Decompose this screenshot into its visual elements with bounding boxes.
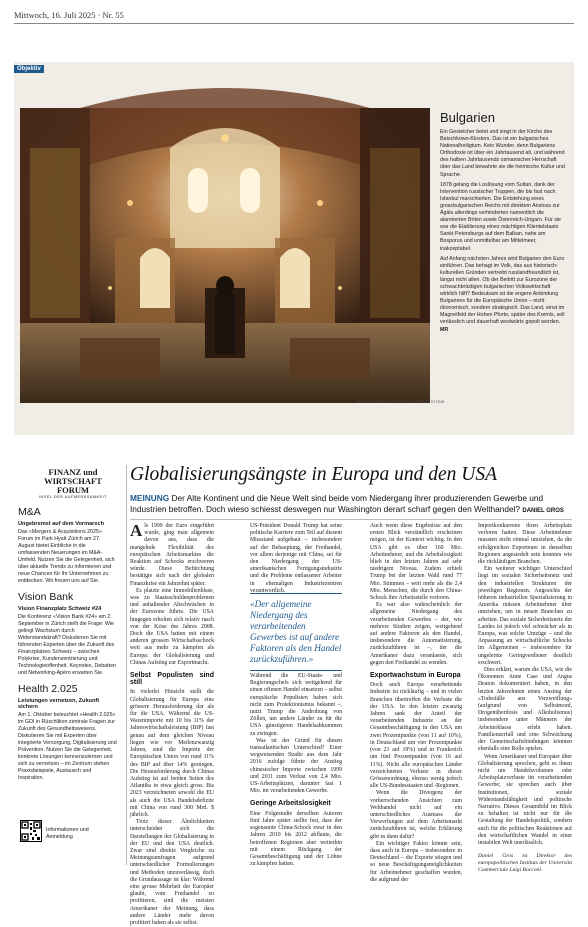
qr-code[interactable] bbox=[20, 820, 42, 842]
body-text: In vielerlei Hinsicht stellt die Globalisierung für Europa eine grössere Herausforderung dar als für die USA. Während die US-Warenimporte mit 10 bis 11% der Jahreswirtschaftsleistung (BIP) fast genau auf dem gleichen Niveau liegen wie vor Meilenzwanzig Jahren, sind die Importe der Europäischen Union von rund 11% des BIP auf über 14% gestiegen. Die Herausforderung durch Chinas Aufstieg ist auf beiden Seiten des Atlantiks in etwa gleich gross. Bis 2023 verzeichneten sowohl die EU als auch die USA Handelsdefizite mit China von rund 300 Mrd. $ jährlich. bbox=[130, 689, 214, 818]
qr-label-line: Anmeldung bbox=[46, 834, 73, 840]
event-title: Vision Bank bbox=[18, 591, 74, 603]
qr-label-line: Informationen und bbox=[46, 827, 89, 833]
photo-credit: BILD: VALENTINA PETROVA/AFP/KEYSTONE bbox=[358, 400, 445, 404]
body-text: Es war also wahrscheinlich der allgemeine Niedergang des verarbeitenden Gewerbes – der, wie mehrere Studien zeigen, weitgehend auf andere Faktoren als den Handel, insbesondere die Automatisierung, zurückzuführen ist –, der die Amerikaner dazu veranlasste, sich gegen den Freihandel zu wenden. bbox=[370, 602, 462, 666]
body-text: Wenn die Divergenz der vorherrschenden Ansichten zum Welthandel nicht auf ein unterschiedliches Ausmass der Verwerfungen auf dem Arbeitsmarkt zurückzuführen ist, welche Erklärung gibt es dann dafür? bbox=[370, 790, 462, 840]
qr-code-icon bbox=[21, 821, 41, 841]
caption-text: Auf Anfang nächsten Jahres wird Bulgarien den Euro einführen. Das behagt im Volk, das aus historisch-kulturellen Gründen vertreibt russlandfreundlich ist, längst nicht allen. Ob der Beitritt zur Eurozone der schwachbrüstigen bulgarischen Volkswirtschaft wirklich hilft? Bedeutsam ist die engere Anbindung Bulgariens für die Europäische Union – nicht ökonomisch, sondern strategisch. Das Land, einst im Magnetfeld der Hohen Pforte, später des Kremls, soll verlässlich und dauerhaft westwärts gepolt werden. bbox=[440, 255, 565, 326]
article-column-3 bbox=[370, 523, 462, 884]
lead-text: Der Alte Kontinent und die Neue Welt sind beide vom Niedergang ihrer produzierenden Gewerbe und Industrien betroffen. Doch wieso schiesst deswegen nur Washington derart scharf gegen den Welthandel? bbox=[130, 493, 544, 515]
caption-paragraph: Ein Gesteicher betet und singt in der Kirche des Batschkowo-Klosters. Das ist ein bulgarisches Nationalheiligtum. Kein Wunder, denn Bulgariens Orthodoxie ist über ein Jahrtausend alt, und während des halben Jahrtausends osmanischer Herrschaft über das Land bewahrte sie die heimische Kultur und Sprache. bbox=[440, 129, 565, 178]
article-body bbox=[130, 521, 572, 926]
date-line: Mittwoch, 16. Juli 2025 · Nr. 55 bbox=[14, 10, 124, 20]
subheading: Selbst Populisten sind still bbox=[130, 672, 214, 687]
byline: DANIEL GROS bbox=[522, 508, 564, 515]
body-text: Trotz dieser Ähnlichkeiten unterscheiden sich die Darstellungen der Globalisierung in der EU und den USA deutlich. Zwar sind direkte Vergleiche zu Meinungsumfragen aufgrund unterschiedlicher Formulierungen und Methoden unzuverlässig, doch die Grundaussage ist klar: Während eine grosse Mehrheit der Europäer glaubt, vom Freihandel zu profitieren, sind die meisten Amerikaner der Meinung, dass andere Länder mehr davon profitiert haben als sie selbst. bbox=[130, 819, 214, 926]
body-text: Während die EU-Staats- und Regierungschefs sich weitgehend für einen offenen Handel einsetzen – selbst europäische Populisten haben sich nicht zum Protektionismus bekannt –, nutzt Trump die Androhung von Zöllen, um andere Länder zu für die USA günstigeren Handelsabkommen zu zwingen. bbox=[250, 673, 342, 737]
event-column bbox=[18, 500, 118, 782]
body-text: Es platzte eine Immobilienblase, was zu Staatsschuldenproblemen und anhaltender Abschwächen in der Eurozone führte. Die USA hingegen erholten sich relativ rasch von der Krise des Jahres 2008. Doch die USA hatten mit einem anderen grossen Wirtschaftsschock weit aus mehr zu kämpfen als Europa: der Globalisierung und Chinas Aufstieg zur Exportmacht. bbox=[130, 587, 214, 666]
body-text: Was ist der Grund für diesen transatlantischen Unterschied? Einer wegweisenden Studie aus dem Jahr 2016 zufolge führte der Anstieg chinesischer Importe zwischen 1999 und 2011 zum Verlust von 2,4 Mio. US-Arbeitsplätzen, darunter fast 1 Mio. im verarbeitenden Gewerbe. bbox=[250, 737, 342, 795]
event-text: Das «Mergers & Acquisitions 2025» Forum im Park Hyatt Zürich am 27. August bietet Einblicke in die umfassenden Neuerungen im M&A-Umfeld. Nutzen Sie die Gelegenheit, sich über aktuelle Trends zu informieren und neue Chancen für Ihr Unternehmen zu entdecken. Wir freuen uns auf Sie. bbox=[18, 529, 115, 584]
event-subtitle: Ungebremst auf dem Vormarsch bbox=[18, 521, 105, 527]
forum-masthead bbox=[30, 468, 116, 499]
event-text: Am 1. Oktober beleuchtet «Health 2.025» im GDI in Rüschlikon zentrale Fragen zur Zukunft des Gesundheitswesens. Diskutieren Sie mit Experten über integrierte Versorgung, Digitalisierung und Prävention. Nutzen Sie die Gelegenheit, konkrete Lösungen kennenzulernen und sich zu vernetzen – im Zentrum stehen Praxisbeispiele, Austausch und Inspiration. bbox=[18, 712, 117, 781]
article-column-2 bbox=[250, 523, 342, 868]
body-text: Importkonkurrenz ihren Arbeitsplatz verloren hatten. Diese Arbeitnehmer mussten nicht einmal umziehen, da die erfolgreichen Exporteure in denselben Regionen angesiedelt sein konnten wie die rückläufigen Branchen. bbox=[478, 523, 572, 566]
body-text: Ein weiterer wichtiger Unterschied liegt im sozialen Sicherheitsnetz und den industriellen Strukturen der jeweiligen Regionen. Angesichts der höheren industriellen Spezialisierung in Amerika müssen Arbeitnehmer über umziehen, um in neuen Branchen zu arbeiten. Das soziale Sicherheitsnetz der Landes ist jedoch viel schwächer als in Europa, was solche Umzüge – und die Anpassung an wirtschaftliche Schocks im Allgemeinen – insbesondere für ungelernte Geringverdiener deutlich erschwert. bbox=[478, 566, 572, 666]
event-text: Die Konferenz «Vision Bank #24» am 2. September in Zürich stellt die Frage: Wie gelingt Wachstum durch Widerstandskraft? Diskutieren Sie mit führenden Experten über die Zukunft des Finanzplatzes Schweiz – zwischen Polykrise, Kundenzentrierung und Technologieoffenheit. Keynotes, Debatten und Networking-Apéro erwarten Sie. bbox=[18, 614, 116, 676]
caption-signature: MR bbox=[440, 326, 449, 333]
body-text: Doch auch Europa verarbeitende Industrie ist rückläufig – und in vielen Branchen übertreffen die Verluste die der USA. In den letzten zwanzig Jahren sank der Anteil der verarbeitenden Industrie an der Gesamtbeschäftigung in den USA um zwei Prozentpunkte (von 11 auf 10%), in Deutschland um vier Prozentpunkte (von 23 auf 19%) und in Frankreich um fünf Prozentpunkte (von 16 auf 11%). Nicht alle europäischen Länder verzeichneten Verluste in dieser Grössenordnung, ebenso wenig jedoch alle US-Bundesstaaten und -Regionen. bbox=[370, 682, 462, 790]
caption-paragraph: 1878 gelang die Loslösung vom Sultan, dank der Intervention russischer Truppen, die bis fast nach Istanbul marschierten. Die Entstehung eines grossbulgarischen Reichs mit direktem Anstoss zur Ägäis allerdings verhinderten namentlich die alarmierten Briten sowie Österreich-Ungarn. Für sie war die Etablierung eines mächtigen Klientelstaats Sankt Petersburgs auf dem Balkan, nahe am Bosporus und unmittelbar am Mittelmeer, inakzeptabel. bbox=[440, 181, 561, 252]
section-tag: Objektiv bbox=[14, 65, 44, 73]
church-interior-image bbox=[20, 108, 430, 403]
author-note: Daniel Gros ist Direktor des europapolitischen Instituts der Università Commerciale Luigi Bocconi. bbox=[478, 853, 572, 874]
column-divider bbox=[126, 465, 127, 865]
church-photo bbox=[20, 108, 430, 403]
article-kicker: MEINUNG bbox=[130, 493, 170, 503]
article-column-1 bbox=[130, 523, 214, 927]
body-text: US-Präsident Donald Trump hat seine politische Karriere zum Teil auf diesem Missstand aufgebaut – insbesondere auf der Behauptung, der Freihandel, vor allem derjenige mit China, sei für den Niedergang der US-amerikanischen Fertigungsindustrie und die Probleme entlassener Arbeiter in ehemaligen Industriezentren verantwortlich. bbox=[250, 523, 342, 594]
article-column-4 bbox=[478, 523, 572, 874]
body-text: Wenn Amerikaner und Europäer über Globalisierung sprechen, geht es ihnen nicht um Handelsvolumen oder Arbeitsplatzverluste im verarbeitenden Gewerbe; sie sprechen auch über Institutionen, soziale Widerstandsfähigkeit und politische Narrative. Dieses Gesamtbild im Blick zu behalten ist nicht nur für die Gestaltung der Handelspolitik, sondern auch für die politischen Reaktionen auf den wirtschaftlichen Wandel in einer instabilen Welt unerlässlich. bbox=[478, 753, 572, 846]
subheading: Exportwachstum in Europa bbox=[370, 672, 461, 680]
body-text: Auch wenn diese Ergebnisse auf den ersten Blick verständlich erscheinen mögen, ist der Kontext wichtig. In den USA gibt es über 160 Mio. Arbeitnehmer, und die Arbeitslosigkeit blieb in den letzten Jahren auf sehr niedrigem Niveau. Zudem erhielt Trump bei der letzten Wahl rund 77 Mio. Stimmen – weit mehr als die 2,4 Mio. Menschen, die durch den China-Schock ihre Arbeitsstelle verloren. bbox=[370, 523, 462, 602]
masthead-line-1: FINANZ und bbox=[48, 467, 98, 477]
article-headline: Globalisierungsängste in Europa und den USA bbox=[130, 464, 498, 485]
body-text: Dies erklärt, warum die USA, wie die Ökonomen Anne Case und Angus Deaton dokumentiert haben, in den letzten Jahrzehnten einen Anstieg der «Todesfälle aus Verzweiflung» (aufgrund von Selbstmord, Drogenüberdosis und Alkoholismus) insbesondere unter Männern der Arbeiterklasse erlebt haben. Familienzerfall und eine Schwächung der Gemeinschaftsbindungen könnten ebenfalls eine Rolle spielen. bbox=[478, 667, 572, 753]
pull-quote: «Der allgemeine Niedergang des verarbeitenden Gewerbes ist auf andere Faktoren als den Handel zurückzuführen.» bbox=[250, 593, 342, 671]
event-title: Health 2.025 bbox=[18, 683, 78, 695]
event-subtitle: Vision Finanzplatz Schweiz #24 bbox=[18, 606, 102, 612]
event-title: M&A bbox=[18, 506, 41, 518]
body-text: Eine Folgestudie derselben Autoren fünf Jahre später stellte fest, dass der sogenannte China-Schock zwar in den Jahren 2010 bis 2012 abflaute, die betroffenen Regionen aber weiterhin mit einem Rückgang der Gesamtbeschäftigung und der Löhne zu kämpfen hatten. bbox=[250, 810, 342, 868]
body-text: Ein wichtiger Faktor könnte sein, dass auch in Europa – insbesondere in Deutschland – die Exporte stiegen und so neue Beschäftigungsmöglichkeiten für Arbeitnehmer geschaffen wurden, die aufgrund der bbox=[370, 840, 462, 883]
header-rule bbox=[14, 23, 574, 24]
masthead-tagline: INSEL DER AUFMERKSAMKEIT bbox=[39, 495, 107, 499]
caption-title: Bulgarien bbox=[440, 110, 495, 125]
caption-paragraph bbox=[440, 256, 568, 334]
event-subtitle: Leistungen vernetzen, Zukunft sichern bbox=[18, 698, 100, 710]
photo-caption-column bbox=[440, 110, 568, 337]
article-lead bbox=[130, 493, 572, 517]
lead-rule bbox=[130, 519, 572, 520]
masthead-line-2: WIRTSCHAFT FORUM bbox=[44, 476, 102, 495]
drop-cap: A bbox=[130, 521, 143, 540]
subheading: Geringe Arbeitslosigkeit bbox=[250, 800, 331, 808]
body-text: ls 1999 der Euro eingeführt wurde, ging man allgemein davon aus, dass die mangelnde Flexibilität des europäischen Arbeitsmarktes die Reaktion auf Schocks erschweren würde. Diese Befürchtung bestätigte sich nach der globalen Finanzkrise ein Jahrzehnt später. bbox=[130, 523, 214, 587]
qr-label bbox=[46, 827, 89, 841]
